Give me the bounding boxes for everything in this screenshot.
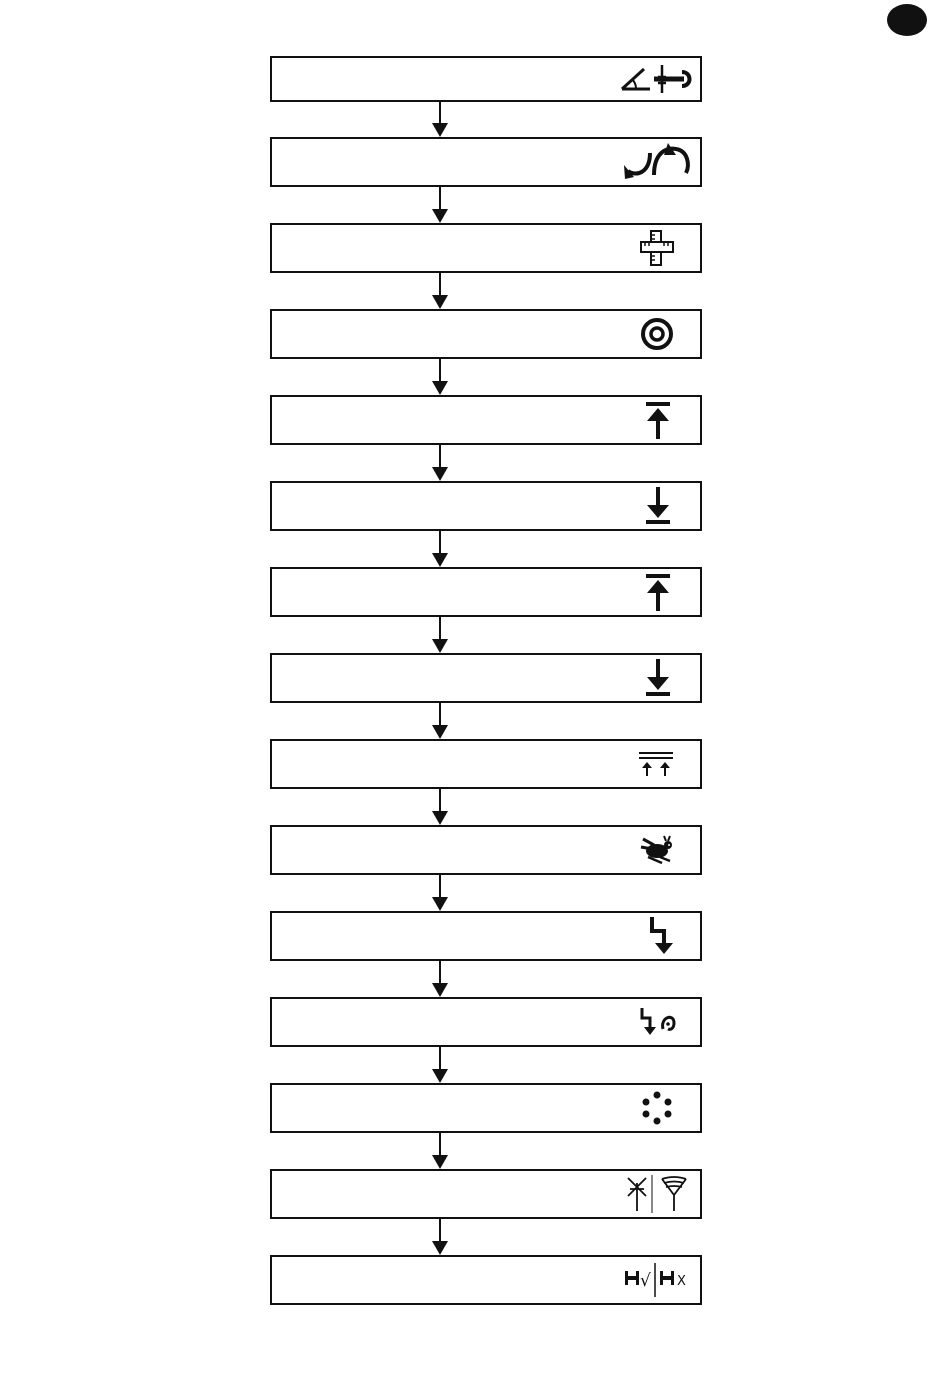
- step-down-rotate-icon: [638, 1007, 678, 1037]
- target-icon: [640, 317, 674, 351]
- step-box-double-up: [270, 739, 702, 789]
- flow-arrow: [428, 960, 452, 997]
- flow-arrow: [428, 101, 452, 137]
- step-down-arrow-icon: [648, 917, 674, 955]
- radio-signal-icon: [626, 1175, 692, 1213]
- upper-limit-icon: [644, 573, 672, 611]
- step-box-lower-limit-2: [270, 653, 702, 703]
- flow-arrow: [428, 874, 452, 911]
- step-box-ruler: [270, 223, 702, 273]
- flow-arrow: [428, 788, 452, 825]
- rotate-direction-icon: [624, 143, 694, 181]
- step-box-step-down-rotate: [270, 997, 702, 1047]
- step-box-lower-limit-1: [270, 481, 702, 531]
- flow-arrow: [428, 1132, 452, 1169]
- flow-arrow: [428, 358, 452, 395]
- step-box-step-down: [270, 911, 702, 961]
- step-box-radio: [270, 1169, 702, 1219]
- dot-circle-icon: [640, 1091, 674, 1125]
- page-marker-dot: [887, 4, 927, 36]
- lower-limit-icon: [644, 487, 672, 525]
- step-box-setup: [270, 56, 702, 102]
- flow-arrow: [428, 186, 452, 223]
- ruler-cross-icon: [640, 230, 674, 266]
- step-box-upper-limit-1: [270, 395, 702, 445]
- flow-arrow: [428, 272, 452, 309]
- save-check-mark: √: [640, 1271, 651, 1291]
- double-up-arrow-icon: [638, 751, 674, 777]
- step-box-save: [270, 1255, 702, 1305]
- flow-arrow: [428, 530, 452, 567]
- upper-limit-icon: [644, 401, 672, 439]
- step-box-rotation: [270, 137, 702, 187]
- step-box-upper-limit-2: [270, 567, 702, 617]
- lower-limit-icon: [644, 659, 672, 697]
- step-box-speed: [270, 825, 702, 875]
- save-confirm-icon: [624, 1263, 690, 1297]
- flow-arrow: [428, 444, 452, 481]
- step-box-center: [270, 309, 702, 359]
- save-cross-mark: X: [677, 1274, 686, 1289]
- step-box-dots: [270, 1083, 702, 1133]
- flow-arrow: [428, 702, 452, 739]
- hare-speed-icon: [640, 835, 674, 865]
- flow-arrow: [428, 616, 452, 653]
- flow-arrow: [428, 1218, 452, 1255]
- flow-arrow: [428, 1046, 452, 1083]
- angle-tool-icon: [620, 63, 694, 95]
